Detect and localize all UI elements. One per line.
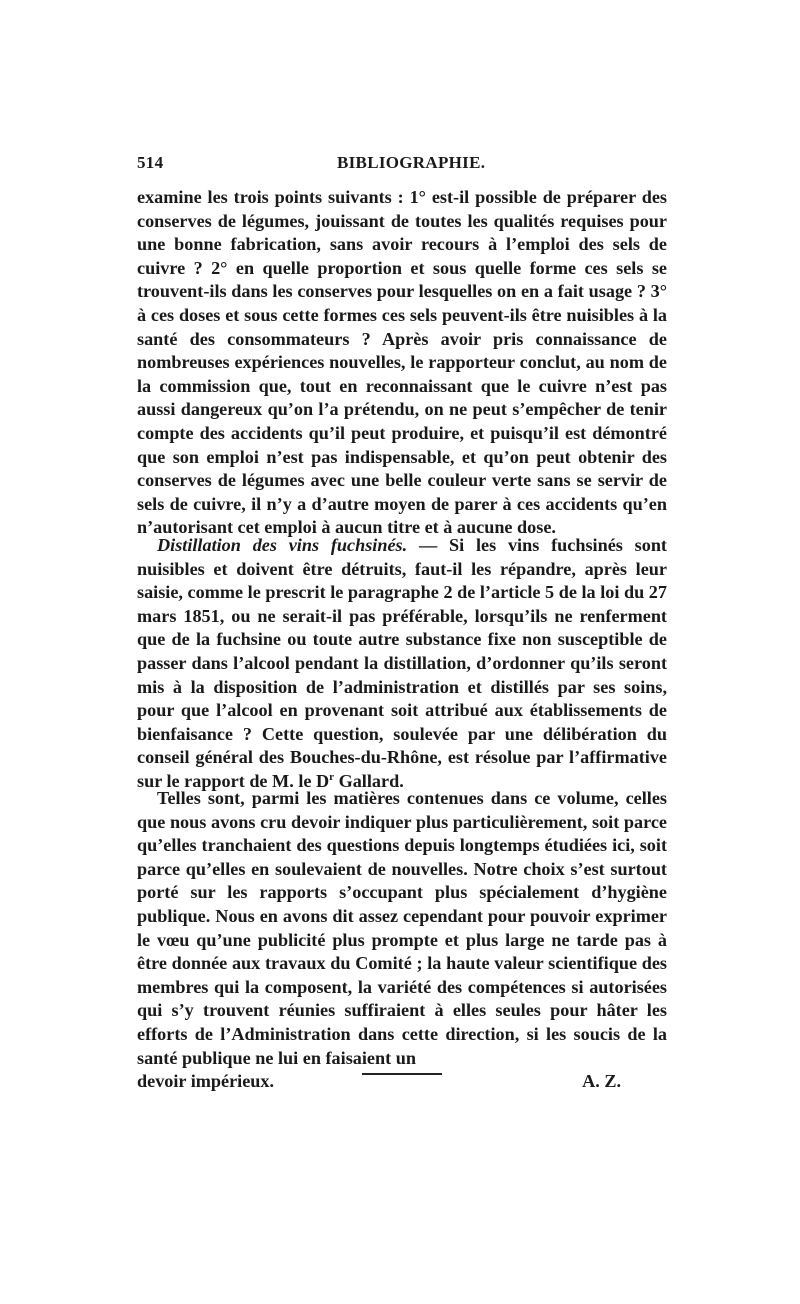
paragraph-body xyxy=(137,534,667,794)
paragraph-conclusion xyxy=(137,787,667,1094)
paragraph-distillation xyxy=(137,534,667,794)
section-title: Distillation des vins fuchsinés. xyxy=(157,535,408,555)
signature: A. Z. xyxy=(582,1071,621,1092)
paragraph-text: — Si les vins fuchsinés sont nuisibles et doivent être détruits, faut-il les répandre, après leur saisie, comme le prescrit le paragraphe 2 de l’article 5 de la loi du 27 mars 1851, ou ne serait-il pas préférable, lorsqu’ils ne renferment que de la fuchsine ou toute autre substance fixe non susceptible de passer dans l’alcool pendant la distillation, d’ordonner qu’ils seront mis à la disposition de l’administration et distillés par ses soins, pour que l’alcool en provenant soit attribué aux établissements de bienfaisance ? Cette question, soulevée par une délibération du conseil général des Bouches-du-Rhône, est résolue par l’affirmative sur le rapport de M. le D xyxy=(137,535,667,791)
running-head xyxy=(137,153,667,177)
page-number: 514 xyxy=(137,153,164,172)
superscript: r xyxy=(329,770,335,783)
section-divider xyxy=(362,1073,442,1075)
paragraph-text-end: Gallard. xyxy=(334,770,404,791)
last-line: devoir impérieux. xyxy=(137,1071,275,1092)
paragraph-text: examine les trois points suivants : 1° est-il possible de préparer des conserves de légumes, jouissant de toutes les qualités requises pour une bonne fabrication, sans avoir recours à l’emploi des sels de cuivre ? 2° en quelle proportion et sous quelle forme ces sels se trouvent-ils dans les conserves pour lesquelles on en a fait usage ? 3° à ces doses et sous cette formes ces sels peuvent-ils être nuisibles à la santé des consommateurs ? Après avoir pris connaissance de nombreuses expériences nouvelles, le rapporteur conclut, au nom de la commission que, tout en reconnaissant que le cuivre n’est pas aussi dangereux qu’on l’a prétendu, on ne peut s’empêcher de tenir compte des accidents qu’il peut produire, et puisqu’il est démontré que son emploi n’est pas indispensable, et qu’on peut obtenir des conserves de légumes avec une belle couleur verte sans se servir de sels de cuivre, il n’y a d’autre moyen de parer à ces accidents qu’en n’autorisant cet emploi à aucun titre et à aucune dose. xyxy=(137,187,667,538)
running-title: BIBLIOGRAPHIE. xyxy=(337,153,486,172)
paragraph-conserves xyxy=(137,186,667,540)
paragraph-text: Telles sont, parmi les matières contenues dans ce volume, celles que nous avons cru devoir indiquer plus particulièrement, soit parce qu’elles tranchaient des questions depuis longtemps étudiées ici, soit parce qu’elles en soulevaient de nouvelles. Notre choix s’est surtout porté sur les rapports s’occupant plus spécialement d’hygiène publique. Nous en avons dit assez cependant pour pouvoir exprimer le vœu qu’une publicité plus prompte et plus large ne tarde pas à être donnée aux travaux du Comité ; la haute valeur scientifique des membres qui la composent, la variété des compétences si autorisées qui s’y trouvent réunies suffiraient à elles seules pour hâter les efforts de l’Administration dans cette direction, si les soucis de la santé publique ne lui en faisaient un xyxy=(137,788,667,1068)
